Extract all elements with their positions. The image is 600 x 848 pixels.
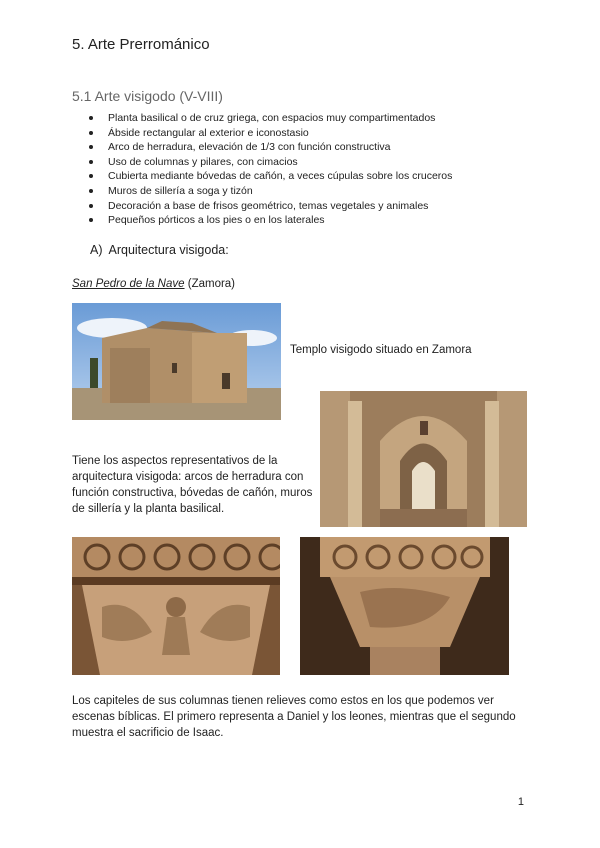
- page-number: 1: [517, 796, 524, 808]
- list-item: Decoración a base de frisos geométrico, temas vegetales y animales: [72, 199, 552, 214]
- church-interior-photo: [320, 391, 527, 527]
- list-item: Pequeños pórticos a los pies o en los laterales: [72, 213, 552, 228]
- list-item: Muros de sillería a soga y tizón: [72, 184, 552, 199]
- list-item: Uso de columnas y pilares, con cimacios: [72, 155, 552, 170]
- example-name: San Pedro de la Nave: [72, 278, 185, 290]
- church-exterior-photo: [72, 303, 281, 420]
- list-item: Cubierta mediante bóvedas de cañón, a veces cúpulas sobre los cruceros: [72, 169, 552, 184]
- capital-daniel-photo: [72, 537, 280, 675]
- list-item: Arco de herradura, elevación de 1/3 con función constructiva: [72, 140, 552, 155]
- list-item: Planta basilical o de cruz griega, con espacios muy compartimentados: [72, 111, 552, 126]
- list-item: Ábside rectangular al exterior e iconostasio: [72, 126, 552, 141]
- capital-isaac-photo: [300, 537, 509, 675]
- example-title: [72, 278, 235, 290]
- section-heading: 5.1 Arte visigodo (V-VIII): [72, 88, 223, 104]
- subsection-heading: A) Arquitectura visigoda:: [90, 243, 229, 257]
- example-place: (Zamora): [187, 278, 236, 290]
- page-title: 5. Arte Prerrománico: [72, 36, 210, 53]
- feature-list: [72, 111, 552, 228]
- exterior-caption: Templo visigodo situado en Zamora: [290, 344, 472, 356]
- interior-description: Tiene los aspectos representativos de la arquitectura visigoda: arcos de herradura con función constructiva, bóvedas de cañón, muros de sillería y la planta basilical.: [72, 455, 313, 515]
- capitals-description: Los capiteles de sus columnas tienen relieves como estos en los que podemos ver escenas bíblicas. El primero representa a Daniel y los leones, mientras que el segundo muestra el sacrificio de Isaac.: [72, 695, 516, 739]
